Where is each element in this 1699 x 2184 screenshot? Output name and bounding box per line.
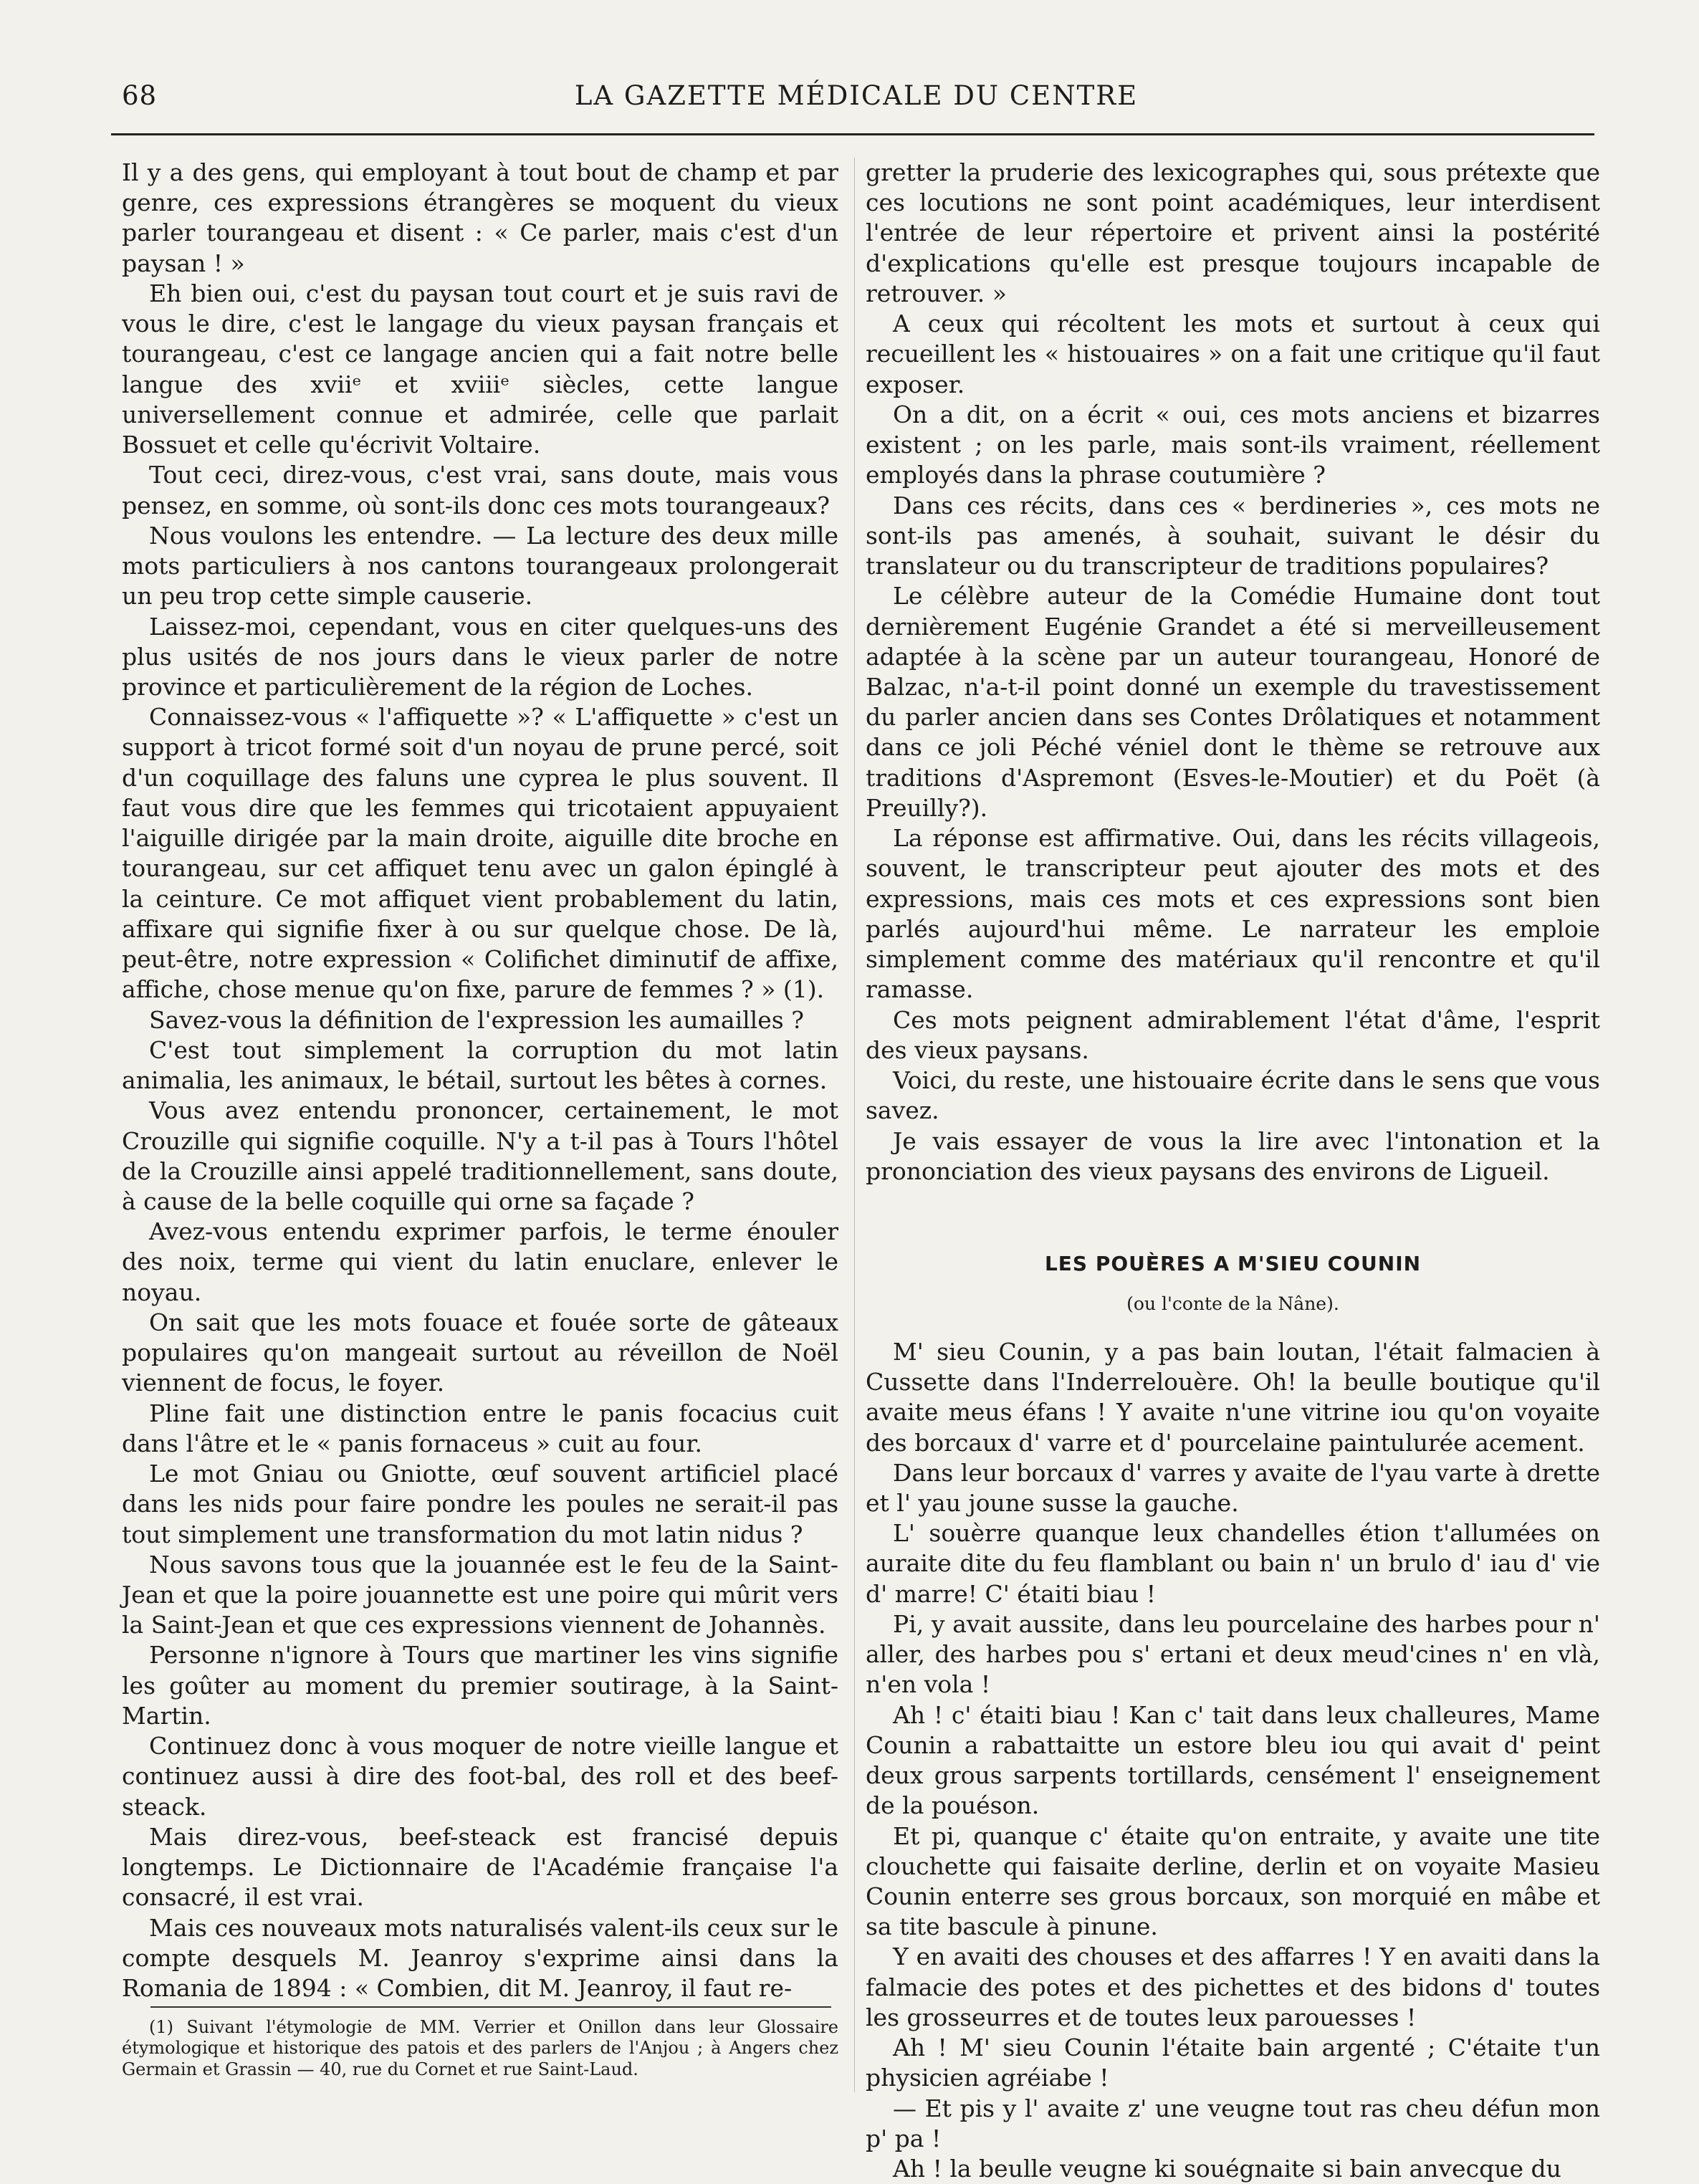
left-column: [122, 158, 838, 2003]
paragraph: Mais ces nouveaux mots naturalisés valent-ils ceux sur le compte desquels M. Jeanroy s'exprime ainsi dans la Romania de 1894 : « Combien, dit M. Jeanroy, il faut re-: [122, 1913, 838, 2003]
paragraph: Le mot Gniau ou Gniotte, œuf souvent artificiel placé dans les nids pour faire pondre les poules ne serait-il pas tout simplement une transformation du mot latin nidus ?: [122, 1460, 838, 1548]
paragraph: Tout ceci, direz-vous, c'est vrai, sans doute, mais vous pensez, en somme, où sont-ils donc ces mots tourangeaux?: [122, 461, 838, 519]
paragraph: Nous voulons les entendre. — La lecture des deux mille mots particuliers à nos cantons tourangeaux prolongerait un peu trop cette simple causerie.: [122, 521, 838, 610]
paragraph: Ah ! c' étaiti biau ! Kan c' tait dans leux challeures, Mame Counin a rabattaitte un estore bleu iou qui avait d' peint deux grous sarpents tortillards, censément l' enseignement de la pouéson.: [866, 1700, 1600, 1820]
footnote: [122, 2017, 838, 2080]
paragraph: Je vais essayer de vous la lire avec l'intonation et la prononciation des vieux paysans des environs de Ligueil.: [866, 1126, 1600, 1185]
paragraph: Dans leur borcaux d' varres y avaite de l'yau varte à drette et l' yau joune susse la gauche.: [866, 1458, 1601, 1517]
paragraph: Eh bien oui, c'est du paysan tout court et je suis ravi de vous le dire, c'est le langage du vieux paysan français et tourangeau, c'est ce langage ancien qui a fait notre belle langue des xviiᵉ et xviiiᵉ siècles, cette langue universellement connue et admirée, celle que parlait Bossuet et celle qu'écrivit Voltaire.: [122, 279, 838, 459]
header-rule: [111, 133, 1594, 135]
running-title: LA GAZETTE MÉDICALE DU CENTRE: [574, 80, 1139, 111]
paragraph: Ces mots peignent admirablement l'état d'âme, l'esprit des vieux paysans.: [866, 1005, 1600, 1064]
paragraph: Voici, du reste, une histouaire écrite dans le sens que vous savez.: [866, 1066, 1600, 1125]
paragraph: Nous savons tous que la jouannée est le feu de la Saint-Jean et que la poire jouannette est une poire qui mûrit vers la Saint-Jean et que ces expressions viennent de Johannès.: [122, 1550, 838, 1639]
paragraph: Ah ! la beulle veugne ki souégnaite si bain anvecque du: [893, 2155, 1561, 2183]
paragraph: On a dit, on a écrit « oui, ces mots anciens et bizarres existent ; on les parle, mais sont-ils vraiment, réellement employés dans la phrase coutumière ?: [866, 400, 1600, 489]
paragraph: Ah ! M' sieu Counin l'étaite bain argenté ; C'étaite t'un physicien agréiabe !: [866, 2034, 1600, 2092]
paragraph: Savez-vous la définition de l'expression les aumailles ?: [149, 1005, 804, 1034]
paragraph: Y en avaiti des chouses et des affarres ! Y en avaiti dans la falmacie des potes et des pichettes et des bidons d' toutes les grosseurres et de toutes leux parouesses !: [866, 1943, 1600, 2031]
page-header: [122, 80, 1591, 123]
footnote-text: (1) Suivant l'étymologie de MM. Verrier et Onillon dans leur Glossaire étymologique et historique des patois et des parlers de l'Anjou ; à Angers chez Germain et Grassin — 40, rue du Cornet et rue Saint-Laud.: [122, 2017, 838, 2079]
footnote-rule: [150, 2006, 831, 2008]
paragraph: Laissez-moi, cependant, vous en citer quelques-uns des plus usités de nos jours dans le vieux parler de notre province et particulièrement de la région de Loches.: [122, 612, 838, 701]
paragraph: Dans ces récits, dans ces « berdineries », ces mots ne sont-ils pas amenés, à souhait, suivant le désir du translateur ou du transcripteur de traditions populaires?: [866, 491, 1600, 580]
paragraph: gretter la pruderie des lexicographes qui, sous prétexte que ces locutions ne sont point académiques, leur interdisent l'entrée de leur répertoire et privent ainsi la postérité d'explications qu'elle est presque toujours incapable de retrouver. »: [866, 158, 1600, 307]
paragraph: Pi, y avait aussite, dans leu pourcelaine des harbes pour n' aller, des harbes pou s' ertani et deux meud'cines n' en vlà, n'en vola !: [866, 1609, 1600, 1699]
paragraph: M' sieu Counin, y a pas bain loutan, l'était falmacien à Cussette dans l'Inderrelouère. Oh! la beulle boutique qu'il avaite meus éfans ! Y avaite n'une vitrine iou qu'on voyaite des borcaux d' varre et d' pourcelaine paintulurée acement.: [866, 1337, 1600, 1457]
paragraph: L' souèrre quanque leux chandelles étion t'allumées on auraite dite du feu flamblant ou bain n' un brulo d' iau d' vie d' marre! C' étaiti biau !: [866, 1519, 1600, 1608]
paragraph: Vous avez entendu prononcer, certainement, le mot Crouzille qui signifie coquille. N'y a t-il pas à Tours l'hôtel de la Crouzille ainsi appelé traditionnellement, sans doute, à cause de la belle coquille qui orne sa façade ?: [122, 1096, 838, 1215]
paragraph: Il y a des gens, qui employant à tout bout de champ et par genre, ces expressions étrangères se moquent du vieux parler tourangeau et disent : « Ce parler, mais c'est d'un paysan ! »: [122, 158, 838, 277]
paragraph: — Et pis y l' avaite z' une veugne tout ras cheu défun mon p' pa !: [866, 2094, 1600, 2152]
section-heading: LES POUÈRES A M'SIEU COUNIN: [1044, 1251, 1422, 1275]
paragraph: Personne n'ignore à Tours que martiner les vins signifie les goûter au moment du premier soutirage, à la Saint-Martin.: [122, 1641, 838, 1730]
column-divider: [854, 158, 855, 2092]
paragraph: Et pi, quanque c' étaite qu'on entraite, y avaite une tite clouchette qui faisaite derline, derlin et on voyaite Masieu Counin enterre ses grous borcaux, son morquié en mâbe et sa tite bascule à pinune.: [866, 1821, 1600, 1941]
page-number: 68: [122, 80, 158, 111]
paragraph: La réponse est affirmative. Oui, dans les récits villageois, souvent, le transcripteur peut ajouter des mots et des expressions, mais ces mots et ces expressions sont bien parlés aujourd'hui même. Le narrateur les emploie simplement comme des matériaux qu'il rencontre et qu'il ramasse.: [866, 824, 1600, 1004]
paragraph: Connaissez-vous « l'affiquette »? « L'affiquette » c'est un support à tricot formé soit d'un noyau de prune percé, soit d'un coquillage des faluns une cyprea le plus souvent. Il faut vous dire que les femmes qui tricotaient appuyaient l'aiguille dirigée par la main droite, aiguille dite broche en tourangeau, sur cet affiquet tenu avec un galon épinglé à la ceinture. Ce mot affiquet vient probablement du latin, affixare qui signifie fixer à ou sur quelque chose. De là, peut-être, notre expression « Colifichet diminutif de affixe, affiche, chose menue qu'on fixe, parure de femmes ? » (1).: [122, 703, 838, 1004]
paragraph: Continuez donc à vous moquer de notre vieille langue et continuez aussi à dire des foot-bal, des roll et des beef-steack.: [122, 1732, 838, 1821]
right-column: [866, 158, 1601, 2183]
paragraph: Le célèbre auteur de la Comédie Humaine dont tout dernièrement Eugénie Grandet a été si merveilleusement adaptée à la scène par un auteur tourangeau, Honoré de Balzac, n'a-t-il point donné un exemple du travestissement du parler ancien dans ses Contes Drôlatiques et notamment dans ce joli Péché véniel dont le thème se retrouve aux traditions d'Aspremont (Esves-le-Moutier) et du Poët (à Preuilly?).: [866, 582, 1600, 822]
paragraph: Pline fait une distinction entre le panis focacius cuit dans l'âtre et le « panis fornaceus » cuit au four.: [122, 1399, 838, 1457]
paragraph: Avez-vous entendu exprimer parfois, le terme énouler des noix, terme qui vient du latin enuclare, enlever le noyau.: [122, 1217, 838, 1306]
paragraph: On sait que les mots fouace et fouée sorte de gâteaux populaires qu'on mangeait surtout au réveillon de Noël viennent de focus, le foyer.: [122, 1308, 838, 1397]
paragraph: C'est tout simplement la corruption du mot latin animalia, les animaux, le bétail, surtout les bêtes à cornes.: [122, 1035, 838, 1095]
paragraph: A ceux qui récoltent les mots et surtout à ceux qui recueillent les « histouaires » on a fait une critique qu'il faut exposer.: [866, 310, 1600, 398]
paragraph: Mais direz-vous, beef-steack est francisé depuis longtemps. Le Dictionnaire de l'Académie française l'a consacré, il est vrai.: [122, 1822, 838, 1912]
section-subtitle: (ou l'conte de la Nâne).: [1126, 1293, 1339, 1314]
